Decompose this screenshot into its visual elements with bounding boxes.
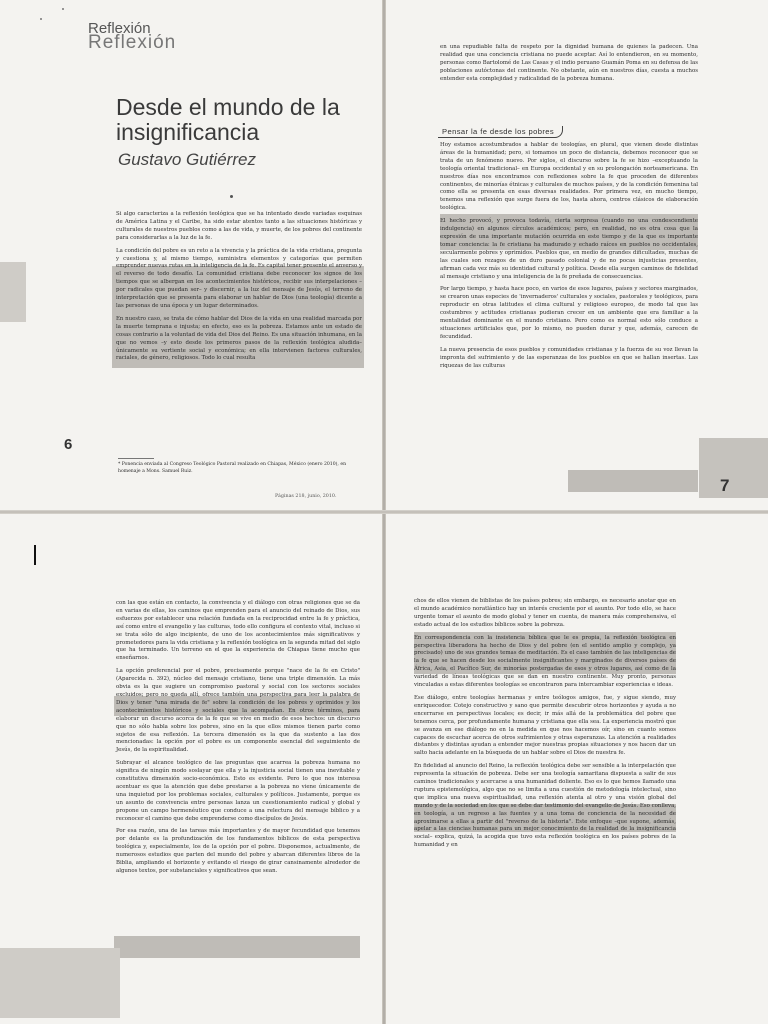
scan-speck: [40, 18, 42, 20]
page-bottom-left: [0, 512, 384, 1024]
page-number: 6: [64, 436, 73, 453]
paragraph: Si algo caracteriza a la reflexión teológica que se ha intentado desde variadas esquinas de América Latina y el Caribe, ha sido estar atentos tanto a las situaciones históricas y culturales de nuestros pueblos como a las de vida, y muerte, de los pobres del continente para considerarlas a la luz de la fe.: [116, 211, 362, 241]
paragraph: Por esa razón, una de las tareas más importantes y de mayor fecundidad que tenemos por delante es la profundización de los fundamentos bíblicos de esta perspectiva teológica y, especialmente, los de la opción por el pobre. Disponemos, actualmente, de numerosos estudios que parten del mundo del pobre y abarcan diferentes libros de la Biblia, ampliando el horizonte y evitando el riesgo de girar cansinamente alrededor de algunos textos, por substanciales y significativos que sean.: [116, 828, 360, 874]
paragraph: en una repudiable falta de respeto por la dignidad humana de quienes la padecen. Una realidad que una conciencia cristiana no puede aceptar. Así lo entendieron, en su momento, personas como Bartolomé de Las Casas y el indio peruano Guamán Poma en su defensa de las poblaciones autóctonas del continente. No obstante, aún en nuestros días, cuesta a muchos entender esta complejidad y radicalidad de la pobreza humana.: [440, 44, 698, 82]
text-column-left-top: [116, 211, 362, 368]
page-meta: Páginas 218, junio, 2010.: [275, 494, 337, 499]
article-title: Desde el mundo de la insignificancia: [116, 94, 340, 145]
paragraph: La nueva presencia de esos pueblos y comunidades cristianas y la fuerza de su voz llevan la impronta del sufrimiento y de las esperanzas de los pueblos en que se hallan insertas. Las riquezas de las culturas: [440, 346, 698, 369]
article-author: Gustavo Gutiérrez: [118, 150, 256, 169]
footnote-rule: [118, 458, 154, 459]
text-column-right-bottom: [414, 598, 676, 855]
text-column-right-intro: [440, 44, 698, 89]
section-label: [88, 20, 177, 53]
paragraph: El hecho provocó, y provoca todavía, cierta sorpresa (cuando no una condescendiente indulgencia) en algunos círculos académicos; pero, en realidad, no es otra cosa que la expresión de una importante mutación ocurrida en este tiempo y de la que es importante tomar conciencia: la fe cristiana ha madurado y echado raíces en pueblos no occidentales, secularmente pobres y oprimidos. Pueblos que, en medio de grandes dificultades, muchas de las cuales son rezagos de un duro pasado colonial y de no pocas injusticias presentes, afirman cada vez más su identidad cultural y política. Desde ella surgen caminos de fidelidad al mensaje cristiano y una inteligencia de la fe preñada de consecuencias.: [440, 218, 698, 280]
text-column-right-top: [440, 142, 698, 375]
section-label-text: Reflexión: [88, 20, 151, 37]
paragraph: En fidelidad al anuncio del Reino, la reflexión teológica debe ser sensible a la interpelación que representa la situación de pobreza. Debe ser una teología samaritana dispuesta a salir de sus caminos tradicionales y acercarse a una humanidad doliente. Eso es lo que hemos llamado una ruptura epistemológica, algo que no se limita a una cuestión de metodología intelectual, sino que implica una nueva espiritualidad, una reflexión atenta al otro y una visión global del mundo y de la sociedad en los que se debe dar testimonio del evangelio de Jesús. Eso conlleva, en teología, a un regreso a las fuentes y a una toma de conciencia de la necesidad de aproximarse a ellas a partir del "reverso de la historia". Este enfoque –que supone, además, apelar a las ciencias humanas para un mejor conocimiento de la realidad de la insignificancia social– explica, quizá, la acogida que tuvo esta reflexión teológica en los países pobres de la humanidad y en: [414, 763, 676, 849]
highlight-band: [114, 936, 360, 958]
paragraph: La opción preferencial por el pobre, precisamente porque "nace de la fe en Cristo" (Aparecida n. 392), núcleo del mensaje cristiano, tiene una triple dimensión. La más obvia es la que sugiere un compromiso pastoral y social con los sectores sociales excluidos; pero no queda allí, ofrece también una perspectiva para leer la palabra de Dios y tener "una mirada de fe" sobre la condición de los pobres y oprimidos y los acontecimientos históricos y sociales que la acompañan. En otros términos, para elaborar un discurso acorca de la fe que se vive en medio de esos hechos: un discurso que no sólo habla sobre los pobres, sino en la que ellos mismos tienen parte como sujetos de esa reflexión. La tercera dimensión es la que da sustento a las dos mencionadas: la opción por el pobre es un componente esencial del seguimiento de Jesús, de la espiritualidad.: [116, 668, 360, 754]
text-column-left-bottom: [116, 600, 360, 881]
scan-fold: [0, 510, 768, 514]
paragraph: Hoy estamos acostumbrados a hablar de teologías, en plural, que vienen desde distintas áreas de la humanidad; pero, si tomamos un poco de distancia, debemos reconocer que se trata de un fenómeno nuevo. Por siglos, el discurso sobre la fe se hizo –exceptuando la teología oriental tradicional– en Europa occidental y en su prolongación norteamericana. En nuestros días nos encontramos con reflexiones sobre la fe que proceden de diferentes continentes, de minorías étnicas y culturales de muchos países, y de la condición femenina tal como ella se presenta en esas diversas realidades. Por primera vez, en mucho tiempo, tenemos una reflexión que surge fuera de los, hasta ahora, centros clásicos de elaboración teológica.: [440, 142, 699, 212]
scan-speck: [62, 8, 64, 10]
paragraph: La condición del pobre es un reto a la vivencia y la práctica de la vida cristiana, pregunta y cuestiona y, al mismo tiempo, suministra elementos y categorías que permiten emprender nuevas rutas en la inteligencia de la fe. Es capital tener presente el anverso y el reverso de todo desafío. La comunidad cristiana debe reconocer los signos de los tiempos que se albergan en los acontecimientos históricos, recibir sus interpelaciones –por radicales que puedan ser– y discernir, a la luz del mensaje de Jesús, el terreno de interpretación que se presenta para elaborar un hablar de Dios (una teología) dicente a las personas de una época y un lugar determinados.: [116, 247, 362, 309]
footnote: * Ponencia enviada al Congreso Teológico Pastoral realizado en Chiapas, México (enero 2010), en homenaje a Mons. Samuel Ruiz.: [118, 462, 347, 474]
page-top-right: [384, 0, 768, 512]
margin-shadow: [0, 948, 120, 1018]
page-tab-shade: [699, 438, 768, 498]
paragraph: chos de ellos vienen de biblistas de los países pobres; sin embargo, es necesario anotar que en el mundo académico noratlántico hay un interés creciente por el asunto. Por todo ello, se hace urgente tomar el asunto de modo global y tener en cuenta, de manera más comprehensiva, el estado actual de los estudios bíblicos sobre la pobreza.: [414, 598, 676, 628]
page-number: 7: [720, 476, 730, 495]
paragraph: Ese diálogo, entre teologías hermanas y entre teólogos amigos, fue, y sigue siendo, muy enriquecedor. Cotejo constructivo y sano que permite descubrir otros horizontes y ayuda a no encerrarse en perspectivas locales; es decir, ir más allá de la problemática del pobre que tenemos cerca, por profundamente humana y cristiana que ella sea. La experiencia mostró que se avanza en ese diálogo no en la medida en que nos hacemos oír, sino en cuanto somos capaces de escuchar acerca de otros sufrimientos y otras esperanzas. La atención a realidades distantes y distintas ayudan a entender mejor nuestras propias situaciones y nos hacen dar un salto hacia adelante en la búsqueda de un hablar sobre el Dios de nuestra fe.: [414, 694, 676, 757]
paragraph: En correspondencia con la insistencia bíblica que le es propia, la reflexión teológica en perspectiva liberadora ha hecho de Dios y del pobre (en el sentido amplio y complejo, ya precisado) uno de sus grandes temas de meditación. Es el caso también de las inteligencias de la fe que se hacen desde los socialmente insignificantes y marginados de diversos países de África, Asia, el Pacífico Sur, de minorías postergadas de esos y otros lugares, así como de la variedad de líneas teológicas que se dan en nuestro continente. Muy pronto, personas vinculadas a estas diferentes teologías se encontraron para intercambiar experiencias e ideas.: [414, 634, 676, 689]
paragraph: con las que están en contacto, la convivencia y el diálogo con otras religiones que se da en varias de ellas, los caminos que emprenden para el anuncio del reinado de Dios, sus esfuerzos por establecer una relación fundada en la reciprocidad entre la fe y práctica, así como entre el evangelio y las culturas, todo ello configura el contexto vital, incluso si se trata sólo de algo incipiente, de uno de los acontecimientos más significativos y prometedores para la vida cristiana y la reflexión teológica en la segunda mitad del siglo que ha terminado. Un terreno en el que la experiencia de Chiapas tiene mucho que enseñarnos.: [116, 600, 360, 662]
decorative-dot: [230, 195, 233, 198]
page-top-left: [0, 0, 384, 512]
paragraph: En nuestro caso, se trata de cómo hablar del Dios de la vida en una realidad marcada por la muerte temprana e injusta; en efecto, eso es la pobreza. Estamos ante un estado de cosas contrario a la voluntad de vida del Dios del Reino. Es una situación inhumana, en la que no vemos –y esto desde los primeros pasos de la reflexión teológica aludida– únicamente su vertiente social y económica; en ella intervienen factores culturales, raciales, de género, religiosos. Todo lo cual resulta: [116, 315, 362, 362]
highlight-band: [568, 470, 698, 492]
margin-shadow: [0, 262, 26, 322]
page-bottom-right: [384, 512, 768, 1024]
paragraph: Subrayar el alcance teológico de las preguntas que acarrea la pobreza humana no significa de ningún modo soslayar que ella y la injusticia social tienen una inevitable y constitutiva dimensión socio-económica. Esto es evidente. Pero lo que nos interesa acentuar es que la atención que debe prestarse a la pobreza no viene únicamente de una inquietud por los problemas sociales, culturales y políticos. Justamente, porque es un asunto de convivencia entre personas lanza un cuestionamiento radical y global y propone un campo hermenéutico que conduce a una relectura del mensaje bíblico y a reconocer el camino que debe emprenderse como discípulos de Jesús.: [116, 760, 360, 822]
paragraph: Por largo tiempo, y hasta hace poco, en varios de esos lugares, países y sectores marginados, se crearon unas especies de 'invernaderos' culturales y sociales, pastorales y teológicos, para reproducir en otras latitudes el clima cultural y religioso europeo, de modo tal que las costumbres y actitudes cristianas pudieran crecer en un ambiente que era familiar a la mentalidad dominante en el mundo cristiano. Pero como es normal esto sólo conduce a situaciones artificiales que, por lo mismo, no pueden durar y que, además, carecen de fecundidad.: [440, 286, 698, 340]
section-label-ghost: Reflexión: [88, 32, 177, 53]
section-heading: Pensar la fe desde los pobres: [438, 126, 563, 138]
text-cursor: [34, 545, 36, 565]
